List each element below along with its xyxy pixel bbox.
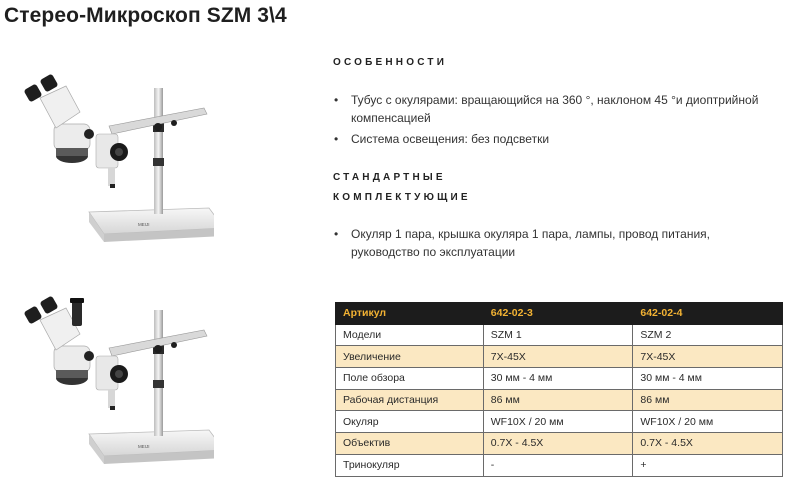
standard-accessories-heading <box>333 168 471 208</box>
table-row <box>336 324 783 346</box>
features-list <box>333 91 778 151</box>
page-title: Стерео-Микроскоп SZM 3\4 <box>4 4 287 27</box>
cell-value: 0.7X - 4.5X <box>483 433 633 455</box>
svg-text:MEIJI: MEIJI <box>138 444 150 449</box>
row-label: Тринокуляр <box>336 454 484 476</box>
table-row <box>336 454 783 476</box>
row-label: Увеличение <box>336 346 484 368</box>
header-cell-article: Артикул <box>336 303 484 325</box>
table-header-row <box>336 303 783 325</box>
svg-text:MEIJI: MEIJI <box>138 222 150 227</box>
microscope-image-trinocular <box>14 294 214 474</box>
row-label: Модели <box>336 324 484 346</box>
row-label: Рабочая дистанция <box>336 389 484 411</box>
header-cell-model-1: 642-02-3 <box>483 303 633 325</box>
table-row <box>336 346 783 368</box>
cell-value: 86 мм <box>483 389 633 411</box>
features-heading: ОСОБЕННОСТИ <box>333 57 448 68</box>
spec-table <box>335 302 783 477</box>
feature-item: • Система освещения: без подсветки <box>333 130 778 148</box>
cell-value: SZM 2 <box>633 324 783 346</box>
cell-value: - <box>483 454 633 476</box>
cell-value: 30 мм - 4 мм <box>483 368 633 390</box>
cell-value: WF10X / 20 мм <box>483 411 633 433</box>
cell-value: SZM 1 <box>483 324 633 346</box>
cell-value: 7X-45X <box>633 346 783 368</box>
table-row <box>336 389 783 411</box>
standard-heading-line-1: СТАНДАРТНЫЕ <box>333 172 446 183</box>
row-label: Поле обзора <box>336 368 484 390</box>
table-row <box>336 368 783 390</box>
cell-value: 7X-45X <box>483 346 633 368</box>
cell-value: + <box>633 454 783 476</box>
header-cell-model-2: 642-02-4 <box>633 303 783 325</box>
standard-accessories-list <box>333 225 778 261</box>
row-label: Окуляр <box>336 411 484 433</box>
cell-value: WF10X / 20 мм <box>633 411 783 433</box>
standard-heading-line-2: КОМПЛЕКТУЮЩИЕ <box>333 192 471 203</box>
feature-item: • Тубус с окулярами: вращающийся на 360 °, наклоном 45 °и диоптрийной компенсацией <box>333 91 778 127</box>
row-label: Объектив <box>336 433 484 455</box>
accessory-item: • Окуляр 1 пара, крышка окуляра 1 пара, лампы, провод питания, руководство по эксплуатации <box>333 225 778 261</box>
cell-value: 30 мм - 4 мм <box>633 368 783 390</box>
microscope-image-binocular <box>14 72 214 252</box>
table-row <box>336 433 783 455</box>
cell-value: 0.7X - 4.5X <box>633 433 783 455</box>
table-row <box>336 411 783 433</box>
cell-value: 86 мм <box>633 389 783 411</box>
